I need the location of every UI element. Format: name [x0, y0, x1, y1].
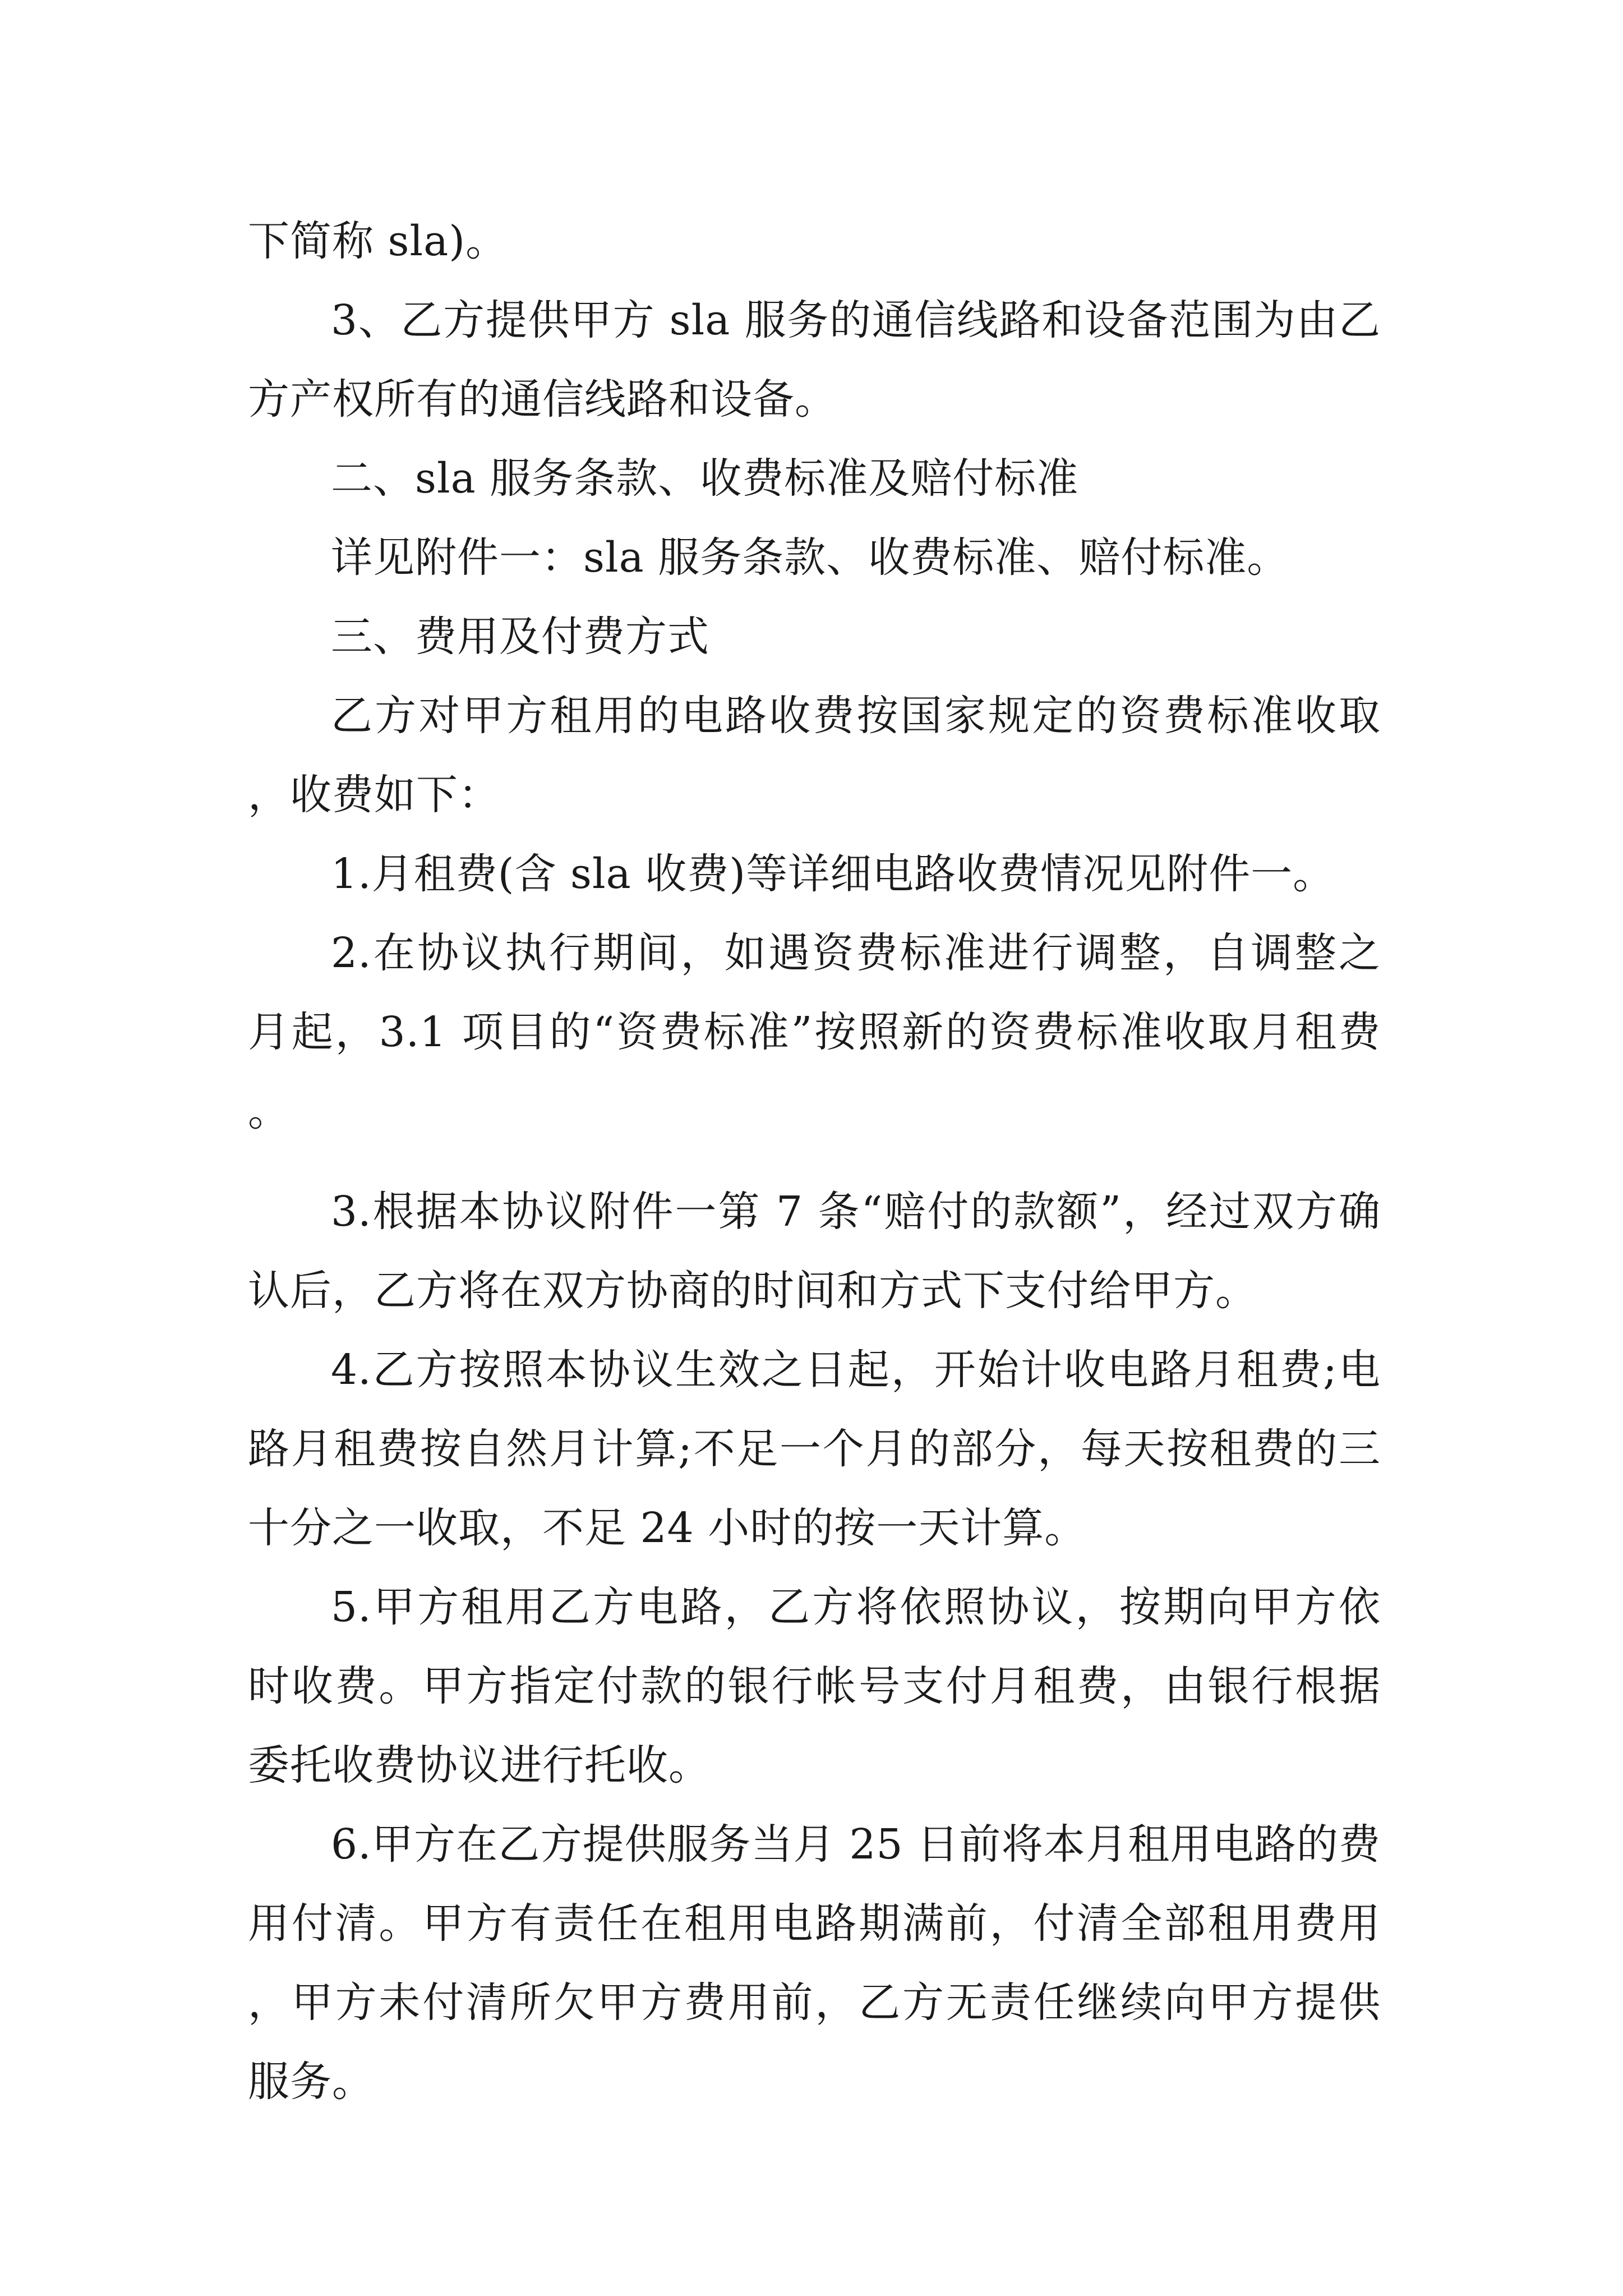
- paragraph-fee-intro: 乙方对甲方租用的电路收费按国家规定的资费标准收取，收费如下：: [248, 692, 1381, 819]
- paragraph-item-3: 3.根据本协议附件一第 7 条“赔付的款额”，经过双方确认后，乙方将在双方协商的时间和方式下支付给甲方。: [248, 1188, 1381, 1315]
- paragraph-item-5: 5.甲方租用乙方电路，乙方将依照协议，按期向甲方依时收费。甲方指定付款的银行帐号支付月租费，由银行根据委托收费协议进行托收。: [248, 1583, 1381, 1789]
- paragraph-see-appendix: 详见附件一：sla 服务条款、收费标准、赔付标准。: [331, 533, 1289, 582]
- section-heading-3: 三、费用及付费方式: [331, 613, 709, 661]
- document-body: [248, 202, 1381, 2122]
- paragraph-item-4: 4.乙方按照本协议生效之日起，开始计收电路月租费;电路月租费按自然月计算;不足一个月的部分，每天按租费的三十分之一收取，不足 24 小时的按一天计算。: [248, 1346, 1381, 1552]
- paragraph-item-2: 2.在协议执行期间，如遇资费标准进行调整，自调整之月起，3.1 项目的“资费标准”按照新的资费标准收取月租费。: [248, 929, 1381, 1135]
- section-heading-2: 二、sla 服务条款、收费标准及赔付标准: [331, 454, 1079, 503]
- paragraph-continuation: 下简称 sla)。: [248, 217, 508, 265]
- paragraph-item-6: 6.甲方在乙方提供服务当月 25 日前将本月租用电路的费用付清。甲方有责任在租用电路期满前，付清全部租用费用，甲方未付清所欠甲方费用前，乙方无责任继续向甲方提供服务。: [248, 1820, 1381, 2106]
- paragraph-item-1: 1.月租费(含 sla 收费)等详细电路收费情况见附件一。: [331, 850, 1335, 898]
- paragraph-clause-3: 3、乙方提供甲方 sla 服务的通信线路和设备范围为由乙方产权所有的通信线路和设备。: [248, 296, 1381, 424]
